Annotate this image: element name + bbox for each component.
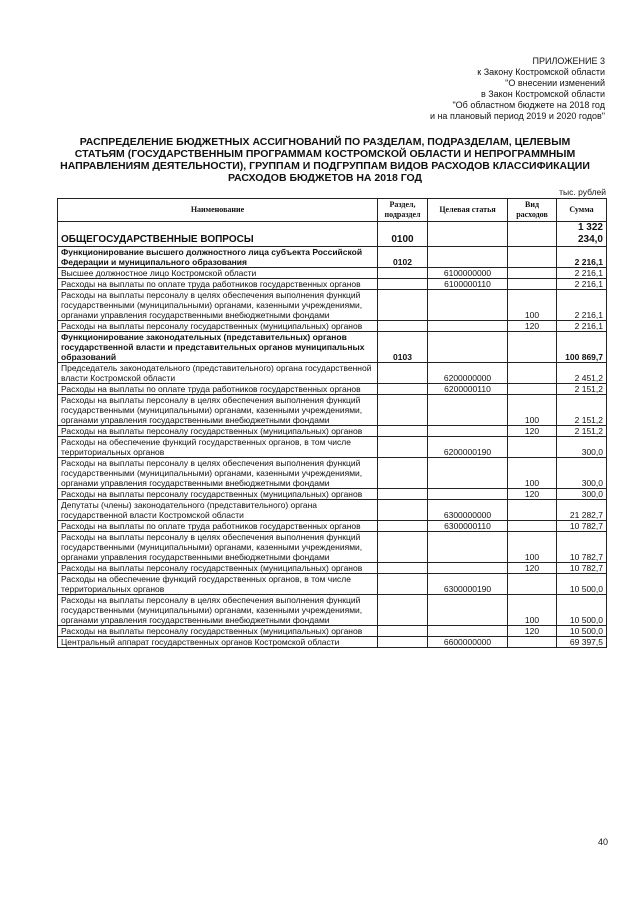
appendix-line: "О внесении изменений [505, 78, 605, 88]
cell-target [428, 321, 508, 332]
table-row [58, 563, 607, 574]
cell-sum: 21 282,7 [557, 500, 607, 521]
cell-name: ОБЩЕГОСУДАРСТВЕННЫЕ ВОПРОСЫ [58, 222, 378, 247]
cell-target: 6100000000 [428, 268, 508, 279]
cell-type [508, 521, 557, 532]
cell-name: Расходы на выплаты по оплате труда работников государственных органов [58, 384, 378, 395]
cell-name: Расходы на выплаты персоналу в целях обеспечения выполнения функций государственными (муниципальными) органами, казенными учреждениями, органами управления государственными внебюджетными фондами [58, 532, 378, 563]
document-title [60, 136, 590, 184]
cell-type [508, 363, 557, 384]
cell-section [378, 532, 428, 563]
cell-sum: 2 216,1 [557, 247, 607, 268]
header-type: Вид расходов [508, 199, 557, 222]
header-name: Наименование [58, 199, 378, 222]
cell-sum: 2 151,2 [557, 384, 607, 395]
cell-target [428, 626, 508, 637]
cell-type: 120 [508, 489, 557, 500]
cell-sum: 10 782,7 [557, 563, 607, 574]
cell-type [508, 574, 557, 595]
header-section: Раздел, подраздел [378, 199, 428, 222]
table-row [58, 637, 607, 648]
table-row [58, 426, 607, 437]
cell-target: 6200000190 [428, 437, 508, 458]
cell-type: 120 [508, 321, 557, 332]
cell-sum: 300,0 [557, 489, 607, 500]
cell-name: Высшее должностное лицо Костромской области [58, 268, 378, 279]
appendix-line: "Об областном бюджете на 2018 год [452, 100, 605, 110]
cell-target: 6300000000 [428, 500, 508, 521]
cell-sum: 2 216,1 [557, 268, 607, 279]
cell-sum: 2 216,1 [557, 321, 607, 332]
cell-target [428, 290, 508, 321]
cell-name: Расходы на выплаты персоналу государственных (муниципальных) органов [58, 426, 378, 437]
cell-target: 6100000110 [428, 279, 508, 290]
cell-type [508, 437, 557, 458]
cell-target: 6200000000 [428, 363, 508, 384]
table-header-row [58, 199, 607, 222]
cell-name: Председатель законодательного (представительного) органа государственной власти Костромской области [58, 363, 378, 384]
cell-name: Расходы на выплаты по оплате труда работников государственных органов [58, 521, 378, 532]
header-target: Целевая статья [428, 199, 508, 222]
cell-sum: 2 451,2 [557, 363, 607, 384]
cell-name: Расходы на выплаты персоналу государственных (муниципальных) органов [58, 321, 378, 332]
cell-name: Расходы на выплаты персоналу в целях обеспечения выполнения функций государственными (муниципальными) органами, казенными учреждениями, органами управления государственными внебюджетными фондами [58, 458, 378, 489]
title-line: РАСХОДОВ БЮДЖЕТОВ НА 2018 ГОД [227, 172, 423, 184]
appendix-line: в Закон Костромской области [480, 89, 605, 99]
cell-type: 100 [508, 290, 557, 321]
cell-name: Функционирование высшего должностного лица субъекта Российской Федерации и муниципального образования [58, 247, 378, 268]
cell-section [378, 521, 428, 532]
cell-name: Расходы на выплаты персоналу в целях обеспечения выполнения функций государственными (муниципальными) органами, казенными учреждениями, органами управления государственными внебюджетными фондами [58, 290, 378, 321]
cell-sum: 10 782,7 [557, 521, 607, 532]
table-row [58, 332, 607, 363]
cell-sum: 2 216,1 [557, 279, 607, 290]
cell-section: 0103 [378, 332, 428, 363]
cell-name: Функционирование законодательных (представительных) органов государственной власти и представительных органов муниципальных образований [58, 332, 378, 363]
cell-sum: 10 500,0 [557, 626, 607, 637]
table-row [58, 247, 607, 268]
cell-type: 120 [508, 563, 557, 574]
cell-section [378, 395, 428, 426]
cell-name: Расходы на выплаты персоналу государственных (муниципальных) органов [58, 489, 378, 500]
page-number: 40 [597, 837, 608, 847]
table-row [58, 363, 607, 384]
cell-name: Центральный аппарат государственных органов Костромской области [58, 637, 378, 648]
cell-name: Расходы на выплаты персоналу государственных (муниципальных) органов [58, 626, 378, 637]
cell-section [378, 384, 428, 395]
cell-target: 6300000110 [428, 521, 508, 532]
cell-section [378, 637, 428, 648]
cell-type: 120 [508, 626, 557, 637]
cell-name: Расходы на выплаты персоналу в целях обеспечения выполнения функций государственными (муниципальными) органами, казенными учреждениями, органами управления государственными внебюджетными фондами [58, 395, 378, 426]
appendix-line: к Закону Костромской области [477, 67, 605, 77]
table-row [58, 395, 607, 426]
cell-section [378, 500, 428, 521]
cell-sum: 69 397,5 [557, 637, 607, 648]
cell-sum: 10 500,0 [557, 595, 607, 626]
cell-section [378, 268, 428, 279]
cell-section [378, 458, 428, 489]
cell-sum: 300,0 [557, 458, 607, 489]
cell-type [508, 247, 557, 268]
title-line: СТАТЬЯМ (ГОСУДАРСТВЕННЫМ ПРОГРАММАМ КОСТРОМСКОЙ ОБЛАСТИ И НЕПРОГРАММНЫМ [74, 148, 576, 160]
table-row [58, 290, 607, 321]
cell-name: Расходы на выплаты по оплате труда работников государственных органов [58, 279, 378, 290]
cell-name: Расходы на выплаты персоналу в целях обеспечения выполнения функций государственными (муниципальными) органами, казенными учреждениями, органами управления государственными внебюджетными фондами [58, 595, 378, 626]
table-row [58, 384, 607, 395]
cell-section [378, 574, 428, 595]
cell-section [378, 321, 428, 332]
cell-sum: 2 151,2 [557, 395, 607, 426]
cell-target [428, 426, 508, 437]
unit-label: тыс. рублей [559, 187, 606, 197]
table-row [58, 222, 607, 247]
cell-target [428, 332, 508, 363]
cell-type [508, 332, 557, 363]
cell-sum: 10 782,7 [557, 532, 607, 563]
cell-type: 100 [508, 458, 557, 489]
cell-target [428, 532, 508, 563]
cell-name: Расходы на обеспечение функций государственных органов, в том числе территориальных органов [58, 437, 378, 458]
table-row [58, 532, 607, 563]
budget-table [57, 198, 607, 648]
table-row [58, 437, 607, 458]
table-row [58, 489, 607, 500]
cell-type: 100 [508, 595, 557, 626]
cell-target: 6600000000 [428, 637, 508, 648]
appendix-line: ПРИЛОЖЕНИЕ 3 [532, 56, 605, 66]
cell-target [428, 489, 508, 500]
cell-target [428, 222, 508, 247]
cell-target [428, 458, 508, 489]
cell-section: 0102 [378, 247, 428, 268]
table-body [58, 222, 607, 648]
cell-section: 0100 [378, 222, 428, 247]
cell-type [508, 222, 557, 247]
cell-section [378, 437, 428, 458]
cell-sum: 100 869,7 [557, 332, 607, 363]
cell-name: Расходы на выплаты персоналу государственных (муниципальных) органов [58, 563, 378, 574]
cell-name: Депутаты (члены) законодательного (представительного) органа государственной власти Костромской области [58, 500, 378, 521]
header-sum: Сумма [557, 199, 607, 222]
cell-section [378, 363, 428, 384]
cell-section [378, 290, 428, 321]
cell-sum: 1 322 234,0 [557, 222, 607, 247]
table-row [58, 268, 607, 279]
table-row [58, 500, 607, 521]
cell-section [378, 563, 428, 574]
cell-type [508, 384, 557, 395]
cell-name: Расходы на обеспечение функций государственных органов, в том числе территориальных органов [58, 574, 378, 595]
cell-sum: 10 500,0 [557, 574, 607, 595]
cell-sum: 2 216,1 [557, 290, 607, 321]
cell-target: 6200000110 [428, 384, 508, 395]
table-row [58, 321, 607, 332]
cell-target: 6300000190 [428, 574, 508, 595]
table-row [58, 626, 607, 637]
table-row [58, 279, 607, 290]
title-line: РАСПРЕДЕЛЕНИЕ БЮДЖЕТНЫХ АССИГНОВАНИЙ ПО РАЗДЕЛАМ, ПОДРАЗДЕЛАМ, ЦЕЛЕВЫМ [79, 136, 571, 148]
cell-section [378, 426, 428, 437]
cell-section [378, 626, 428, 637]
cell-section [378, 595, 428, 626]
cell-section [378, 489, 428, 500]
cell-type: 100 [508, 395, 557, 426]
table-row [58, 574, 607, 595]
cell-section [378, 279, 428, 290]
appendix-block [430, 56, 605, 122]
table-row [58, 595, 607, 626]
appendix-line: и на плановый период 2019 и 2020 годов" [429, 111, 605, 121]
title-line: НАПРАВЛЕНИЯМ ДЕЯТЕЛЬНОСТИ), ГРУППАМ И ПОДГРУППАМ ВИДОВ РАСХОДОВ КЛАССИФИКАЦИИ [60, 160, 590, 172]
cell-type: 100 [508, 532, 557, 563]
cell-target [428, 563, 508, 574]
table-row [58, 458, 607, 489]
cell-sum: 2 151,2 [557, 426, 607, 437]
cell-type [508, 279, 557, 290]
cell-type [508, 268, 557, 279]
cell-target [428, 247, 508, 268]
cell-target [428, 395, 508, 426]
cell-type [508, 637, 557, 648]
cell-target [428, 595, 508, 626]
table-row [58, 521, 607, 532]
cell-type: 120 [508, 426, 557, 437]
cell-sum: 300,0 [557, 437, 607, 458]
cell-type [508, 500, 557, 521]
